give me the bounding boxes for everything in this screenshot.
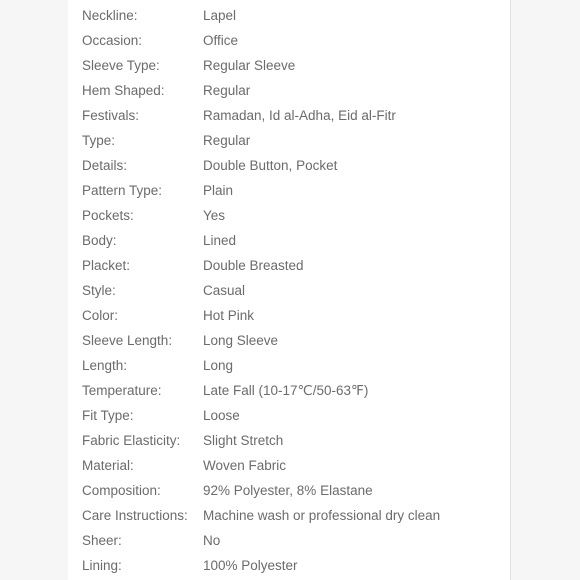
- spec-row-details: [82, 153, 502, 178]
- spec-row-care-instructions: [82, 503, 502, 528]
- spec-label: Type:: [82, 133, 116, 148]
- spec-value: Long Sleeve: [203, 333, 279, 348]
- spec-value: Slight Stretch: [203, 433, 284, 448]
- spec-label: Style:: [82, 283, 116, 298]
- spec-row-composition: [82, 478, 502, 503]
- spec-label: Temperature:: [82, 383, 162, 398]
- spec-label: Color:: [82, 308, 119, 323]
- spec-label: Occasion:: [82, 33, 143, 48]
- spec-value: 100% Polyester: [203, 558, 298, 573]
- spec-label: Festivals:: [82, 108, 140, 123]
- spec-row-sleeve-type: [82, 53, 502, 78]
- spec-label: Sheer:: [82, 533, 122, 548]
- spec-label: Body:: [82, 233, 117, 248]
- spec-value: Regular: [203, 133, 251, 148]
- spec-value: No: [203, 533, 221, 548]
- spec-label: Sleeve Type:: [82, 58, 160, 73]
- spec-label: Pockets:: [82, 208, 134, 223]
- spec-value: Office: [203, 33, 239, 48]
- spec-row-fabric-elasticity: [82, 428, 502, 453]
- spec-label: Placket:: [82, 258, 131, 273]
- spec-row-occasion: [82, 28, 502, 53]
- spec-row-color: [82, 303, 502, 328]
- spec-label: Pattern Type:: [82, 183, 163, 198]
- spec-row-body: [82, 228, 502, 253]
- spec-row-material: [82, 453, 502, 478]
- spec-row-sheer: [82, 528, 502, 553]
- spec-value: Regular Sleeve: [203, 58, 296, 73]
- spec-label: Sleeve Length:: [82, 333, 173, 348]
- spec-label: Lining:: [82, 558, 122, 573]
- spec-row-style: [82, 278, 502, 303]
- spec-value: Casual: [203, 283, 246, 298]
- spec-value: Long: [203, 358, 234, 373]
- spec-value: Plain: [203, 183, 234, 198]
- spec-label: Fit Type:: [82, 408, 134, 423]
- spec-row-lining: [82, 553, 502, 578]
- spec-row-temperature: [82, 378, 502, 403]
- spec-value: Hot Pink: [203, 308, 255, 323]
- spec-value: Ramadan, Id al-Adha, Eid al-Fitr: [203, 108, 396, 123]
- spec-label: Length:: [82, 358, 128, 373]
- spec-row-placket: [82, 253, 502, 278]
- spec-value: Double Breasted: [203, 258, 304, 273]
- spec-row-type: [82, 128, 502, 153]
- product-details-panel: [68, 0, 511, 580]
- spec-label: Neckline:: [82, 8, 138, 23]
- spec-row-sleeve-length: [82, 328, 502, 353]
- spec-value: Late Fall (10-17℃/50-63℉): [203, 382, 369, 398]
- spec-value: Loose: [203, 408, 240, 423]
- spec-row-festivals: [82, 103, 502, 128]
- spec-value: Lapel: [203, 8, 237, 23]
- spec-value: Regular: [203, 83, 251, 98]
- spec-value: Double Button, Pocket: [203, 158, 338, 173]
- spec-row-pockets: [82, 203, 502, 228]
- spec-row-fit-type: [82, 403, 502, 428]
- spec-label: Details:: [82, 158, 128, 173]
- spec-row-pattern-type: [82, 178, 502, 203]
- spec-value: Machine wash or professional dry clean: [203, 508, 441, 523]
- spec-list: [82, 3, 502, 578]
- spec-row-length: [82, 353, 502, 378]
- spec-row-neckline: [82, 3, 502, 28]
- spec-value: 92% Polyester, 8% Elastane: [203, 483, 373, 498]
- spec-value: Yes: [203, 208, 226, 223]
- spec-label: Care Instructions:: [82, 508, 188, 523]
- spec-label: Composition:: [82, 483, 161, 498]
- spec-label: Hem Shaped:: [82, 83, 165, 98]
- spec-value: Woven Fabric: [203, 458, 287, 473]
- spec-row-hem-shaped: [82, 78, 502, 103]
- spec-label: Material:: [82, 458, 134, 473]
- spec-value: Lined: [203, 233, 237, 248]
- spec-label: Fabric Elasticity:: [82, 433, 181, 448]
